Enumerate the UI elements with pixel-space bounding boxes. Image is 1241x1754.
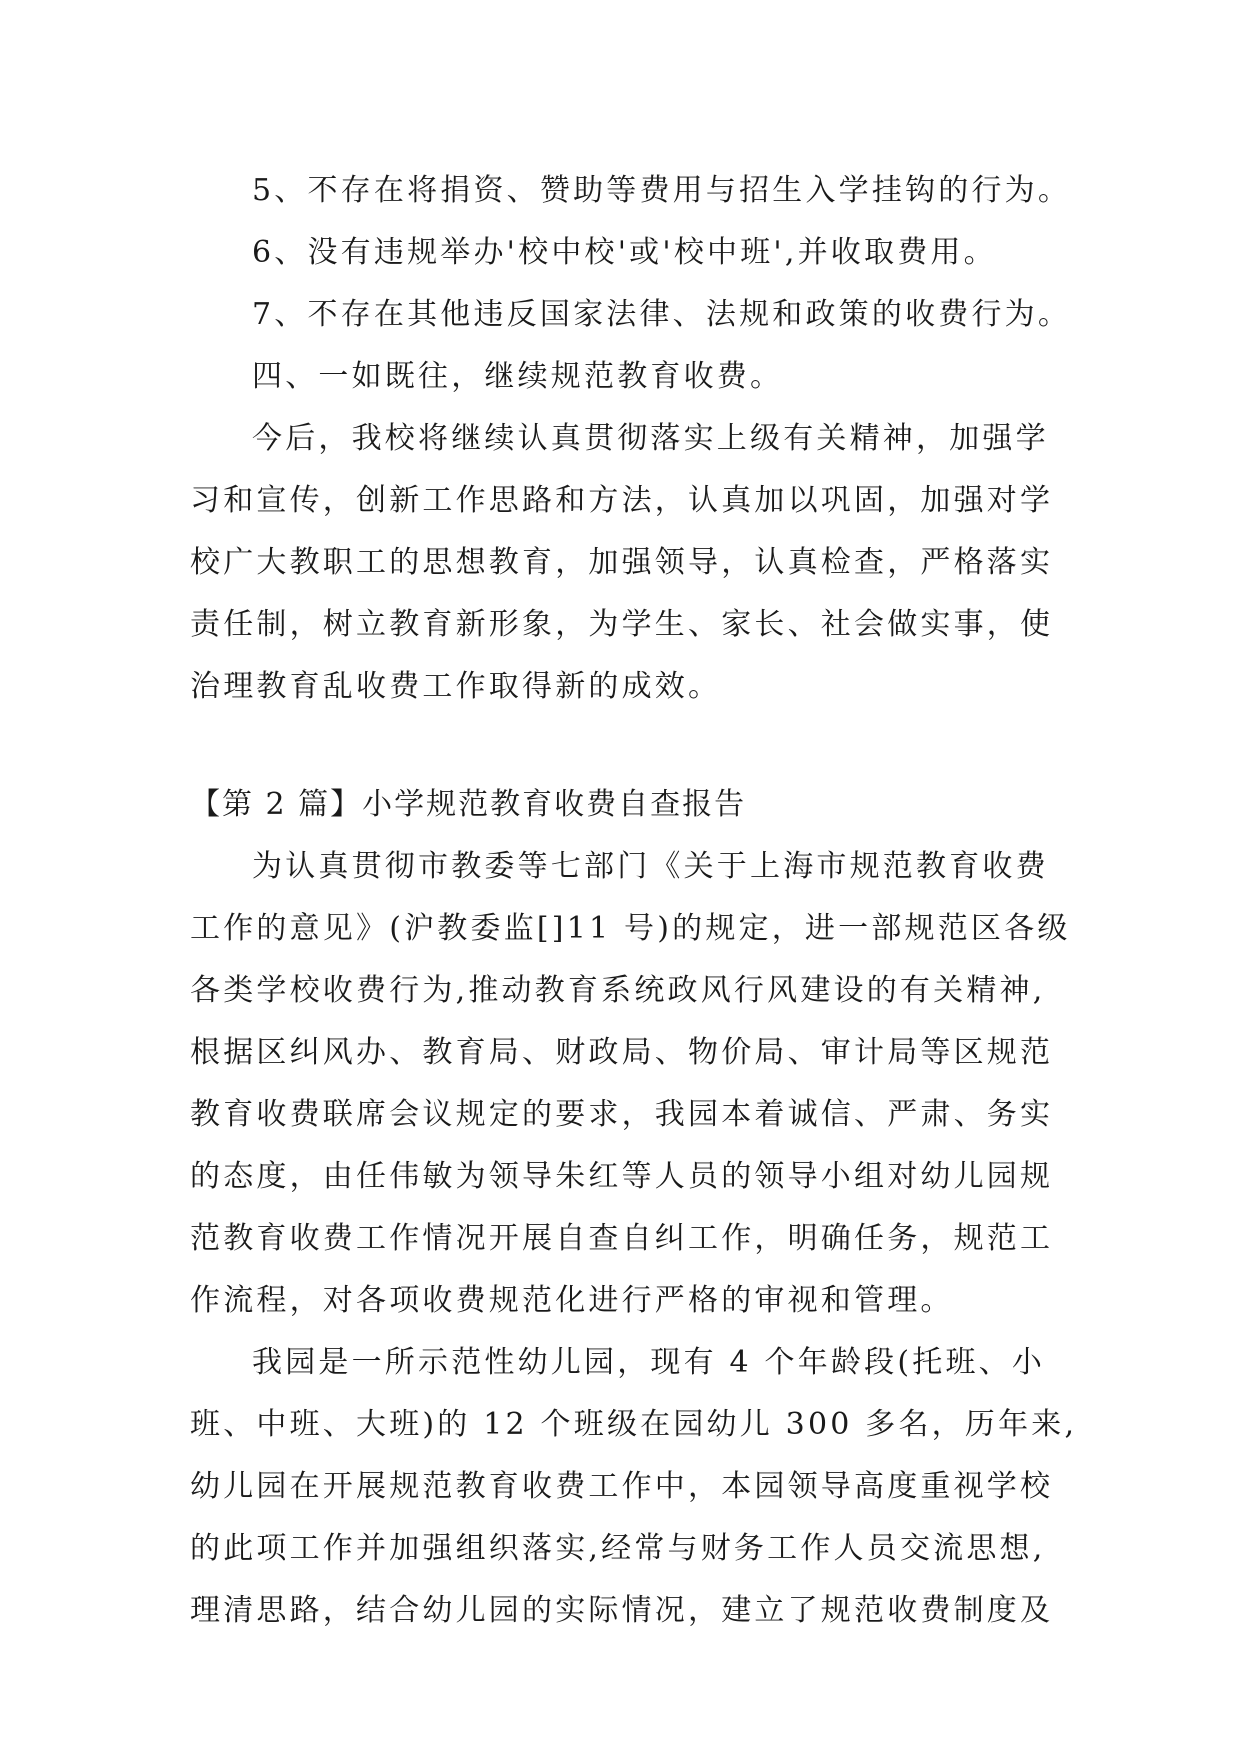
paragraph-line: 范教育收费工作情况开展自查自纠工作，明确任务，规范工 [190,1221,1054,1256]
section-gap [190,718,1050,774]
paragraph-line: 工作的意见》(沪教委监[]11 号)的规定，进一部规范区各级 [190,911,1071,946]
paragraph-line: 我园是一所示范性幼儿园，现有 4 个年龄段(托班、小 [252,1345,1046,1380]
article-heading: 【第 2 篇】小学规范教育收费自查报告 [190,787,747,822]
paragraph-line: 根据区纠风办、教育局、财政局、物价局、审计局等区规范 [190,1035,1054,1070]
paragraph-line: 教育收费联席会议规定的要求，我园本着诚信、严肃、务实 [190,1097,1054,1132]
document-page [190,160,1078,1642]
paragraph-line: 习和宣传，创新工作思路和方法，认真加以巩固，加强对学 [190,483,1054,518]
paragraph-line: 幼儿园在开展规范教育收费工作中，本园领导高度重视学校 [190,1469,1054,1504]
paragraph-line: 校广大教职工的思想教育，加强领导，认真检查，严格落实 [190,545,1054,580]
closing-paragraph [190,408,1054,718]
list-item: 5、不存在将捐资、赞助等费用与招生入学挂钩的行为。 [252,173,1072,208]
list-item: 6、没有违规举办'校中校'或'校中班',并收取费用。 [252,235,997,270]
paragraph-line: 理清思路，结合幼儿园的实际情况，建立了规范收费制度及 [190,1593,1054,1628]
paragraph-line: 责任制，树立教育新形象，为学生、家长、社会做实事，使 [190,607,1054,642]
list-item: 7、不存在其他违反国家法律、法规和政策的收费行为。 [252,297,1072,332]
paragraph-line: 作流程，对各项收费规范化进行严格的审视和管理。 [190,1283,954,1318]
paragraph-line: 治理教育乱收费工作取得新的成效。 [190,669,722,704]
paragraph-line: 为认真贯彻市教委等七部门《关于上海市规范教育收费 [252,849,1049,884]
section-2 [190,774,1078,1642]
paragraph-line: 今后，我校将继续认真贯彻落实上级有关精神，加强学 [252,421,1049,456]
paragraph-line: 班、中班、大班)的 12 个班级在园幼儿 300 多名，历年来, [190,1407,1078,1442]
paragraph-line: 的态度，由任伟敏为领导朱红等人员的领导小组对幼儿园规 [190,1159,1054,1194]
section-1 [190,160,1072,718]
paragraph-line: 的此项工作并加强组织落实,经常与财务工作人员交流思想, [190,1531,1046,1566]
paragraph-line: 各类学校收费行为,推动教育系统政风行风建设的有关精神, [190,973,1046,1008]
paragraph-1 [190,836,1071,1332]
section-subheading: 四、一如既往，继续规范教育收费。 [252,359,784,394]
paragraph-2 [190,1332,1078,1642]
